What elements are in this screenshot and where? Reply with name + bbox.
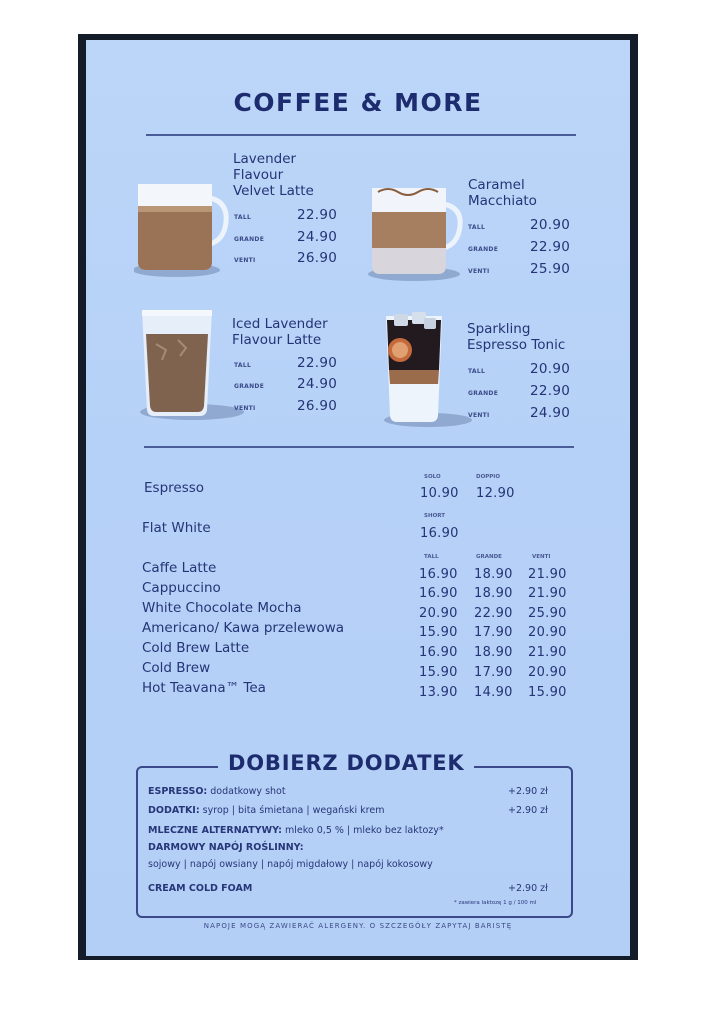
menu-price: 25.90 [528,606,567,621]
price: 22.90 [530,239,571,255]
addon-darmowy [148,842,304,853]
addon-label: DODATKI: [148,805,200,816]
addon-label: ESPRESSO: [148,786,208,797]
price: 24.90 [530,405,571,421]
divider-top [146,134,576,136]
menu-price: 20.90 [528,625,567,640]
addon-espresso [148,786,286,797]
size-label: GRANDE [468,390,499,397]
size-header: GRANDE [476,554,502,560]
menu-item-name: Espresso [144,480,205,496]
menu-item-name: Cold Brew Latte [142,640,250,656]
price: 24.90 [297,376,338,392]
item-name: Caramel Macchiato [468,177,537,209]
size-label: GRANDE [234,236,265,243]
espresso-tonic-image [380,308,476,432]
item-name: Iced Lavender Flavour Latte [232,316,328,348]
menu-price: 18.90 [474,645,513,660]
divider-middle [144,446,574,448]
addon-text: syrop | bita śmietana | wegański krem [202,805,385,816]
menu-price: 20.90 [528,665,567,680]
menu-item-name: Flat White [142,520,211,536]
size-label: VENTI [234,257,256,264]
menu-price: 17.90 [474,625,513,640]
menu-item-name: Hot Teavana™ Tea [142,680,266,696]
addon-label: CREAM COLD FOAM [148,883,253,894]
menu-item-name: Caffe Latte [142,560,217,576]
size-label: VENTI [468,268,490,275]
addon-label: DARMOWY NAPÓJ ROŚLINNY: [148,842,304,853]
addon-cream-cold-foam [148,883,252,894]
caramel-macchiato-image [368,178,466,286]
size-header: SOLO [424,474,441,480]
price: 22.90 [530,383,571,399]
menu-item-name: White Chocolate Mocha [142,600,302,616]
addon-darmowy-options: sojowy | napój owsiany | napój migdałowy | napój kokosowy [148,859,433,870]
menu-price: 12.90 [476,486,515,501]
menu-price: 18.90 [474,586,513,601]
menu-price: 16.90 [419,645,458,660]
addon-label: MLECZNE ALTERNATYWY: [148,825,282,836]
addons-title: DOBIERZ DODATEK [218,751,474,775]
addon-text: dodatkowy shot [210,786,286,797]
addon-text: mleko 0,5 % | mleko bez laktozy* [285,825,444,836]
menu-item-name: Cold Brew [142,660,211,676]
addon-price: +2.90 zł [508,883,548,894]
size-label: VENTI [234,405,256,412]
price: 26.90 [297,250,338,266]
lavender-latte-image [134,174,234,284]
size-label: TALL [468,368,486,375]
menu-price: 21.90 [528,567,567,582]
menu-board [86,40,630,956]
menu-item-name: Cappuccino [142,580,221,596]
menu-price: 18.90 [474,567,513,582]
size-label: TALL [468,224,486,231]
price: 22.90 [297,355,338,371]
size-header: SHORT [424,513,445,519]
menu-title: COFFEE & MORE [233,88,483,117]
menu-price: 16.90 [419,586,458,601]
menu-price: 15.90 [528,685,567,700]
menu-item-name: Americano/ Kawa przelewowa [142,620,345,636]
addon-price: +2.90 zł [508,786,548,797]
size-header: DOPPIO [476,474,501,480]
size-label: GRANDE [468,246,499,253]
addon-price: +2.90 zł [508,805,548,816]
price: 24.90 [297,229,338,245]
size-header: VENTI [532,554,551,560]
price: 25.90 [530,261,571,277]
allergen-footer: NAPOJE MOGĄ ZAWIERAĆ ALERGENY. O SZCZEGÓŁY ZAPYTAJ BARISTĘ [203,922,513,930]
menu-price: 15.90 [419,665,458,680]
size-label: VENTI [468,412,490,419]
menu-price: 21.90 [528,645,567,660]
size-label: TALL [234,214,252,221]
menu-price: 16.90 [419,567,458,582]
menu-price: 14.90 [474,685,513,700]
menu-price: 13.90 [419,685,458,700]
item-name: Sparkling Espresso Tonic [467,321,566,353]
menu-price: 10.90 [420,486,459,501]
menu-price: 22.90 [474,606,513,621]
addon-footnote: * zawiera laktozę 1 g / 100 ml [454,900,537,906]
addon-mleczne [148,825,444,836]
size-label: TALL [234,362,252,369]
menu-price: 20.90 [419,606,458,621]
menu-price: 21.90 [528,586,567,601]
size-header: TALL [424,554,439,560]
addon-dodatki [148,805,384,816]
menu-price: 15.90 [419,625,458,640]
price: 22.90 [297,207,338,223]
menu-price: 16.90 [420,526,459,541]
menu-price: 17.90 [474,665,513,680]
price: 20.90 [530,361,571,377]
price: 20.90 [530,217,571,233]
price: 26.90 [297,398,338,414]
size-label: GRANDE [234,383,265,390]
item-name: Lavender Flavour Velvet Latte [233,151,314,199]
